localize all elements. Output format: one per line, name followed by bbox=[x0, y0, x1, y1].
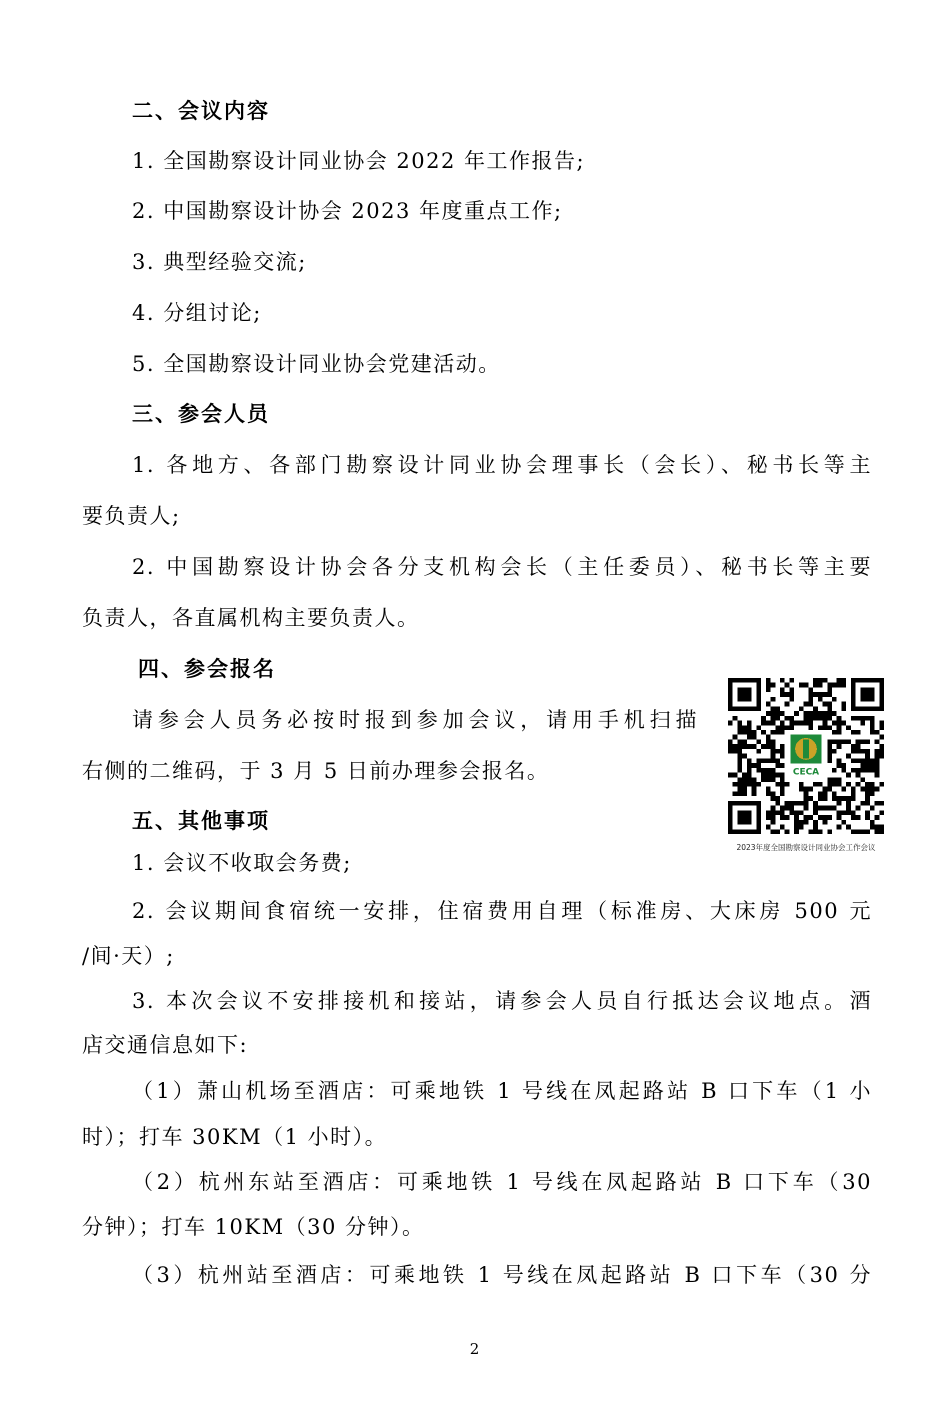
list-item: 2. 中国勘察设计协会各分支机构会长（主任委员）、秘书长等主要 bbox=[132, 555, 872, 579]
list-item-continuation: /间·天）; bbox=[82, 944, 175, 968]
list-item-continuation: 分钟）；打车 10KM（30 分钟）。 bbox=[82, 1215, 425, 1239]
list-item: （2）杭州东站至酒店：可乘地铁 1 号线在凤起路站 B 口下车（30 bbox=[132, 1170, 872, 1194]
list-item: 1. 全国勘察设计同业协会 2022 年工作报告; bbox=[132, 149, 586, 173]
section-heading-other-matters: 五、其他事项 bbox=[132, 809, 270, 833]
ceca-logo-text: CECA bbox=[792, 767, 820, 778]
list-item-continuation: 店交通信息如下: bbox=[82, 1033, 249, 1057]
list-item-continuation: 时）；打车 30KM（1 小时）。 bbox=[82, 1125, 388, 1149]
list-item: 2. 会议期间食宿统一安排，住宿费用自理（标准房、大床房 500 元 bbox=[132, 899, 872, 923]
list-item: 5. 全国勘察设计同业协会党建活动。 bbox=[132, 352, 501, 376]
paragraph-line: 请参会人员务必按时报到参加会议，请用手机扫描 bbox=[132, 708, 698, 732]
ceca-logo bbox=[787, 732, 825, 777]
qr-caption: 2023年度全国勘察设计同业协会工作会议 bbox=[736, 843, 876, 852]
section-heading-registration: 四、参会报名 bbox=[138, 657, 276, 681]
list-item: 3. 本次会议不安排接机和接站，请参会人员自行抵达会议地点。酒 bbox=[132, 989, 872, 1013]
qr-code[interactable] bbox=[728, 678, 884, 834]
qr-finder-top-left bbox=[728, 678, 761, 711]
list-item-continuation: 负责人，各直属机构主要负责人。 bbox=[82, 606, 420, 630]
qr-code-image bbox=[728, 678, 884, 834]
qr-finder-bottom-left bbox=[728, 801, 761, 834]
page-number: 2 bbox=[469, 1340, 480, 1358]
list-item: 4. 分组讨论; bbox=[132, 301, 262, 325]
section-heading-attendees: 三、参会人员 bbox=[132, 402, 270, 426]
qr-finder-top-right bbox=[851, 678, 884, 711]
paragraph-line: 右侧的二维码，于 3 月 5 日前办理参会报名。 bbox=[82, 759, 550, 783]
section-heading-meeting-content: 二、会议内容 bbox=[132, 99, 270, 123]
list-item: 3. 典型经验交流; bbox=[132, 250, 307, 274]
list-item: （3）杭州站至酒店：可乘地铁 1 号线在凤起路站 B 口下车（30 分 bbox=[132, 1263, 872, 1287]
list-item: （1）萧山机场至酒店：可乘地铁 1 号线在凤起路站 B 口下车（1 小 bbox=[132, 1079, 872, 1103]
list-item: 1. 会议不收取会务费; bbox=[132, 851, 352, 875]
list-item: 1. 各地方、各部门勘察设计同业协会理事长（会长）、秘书长等主 bbox=[132, 453, 872, 477]
list-item: 2. 中国勘察设计协会 2023 年度重点工作; bbox=[132, 199, 563, 223]
list-item-continuation: 要负责人; bbox=[82, 504, 181, 528]
